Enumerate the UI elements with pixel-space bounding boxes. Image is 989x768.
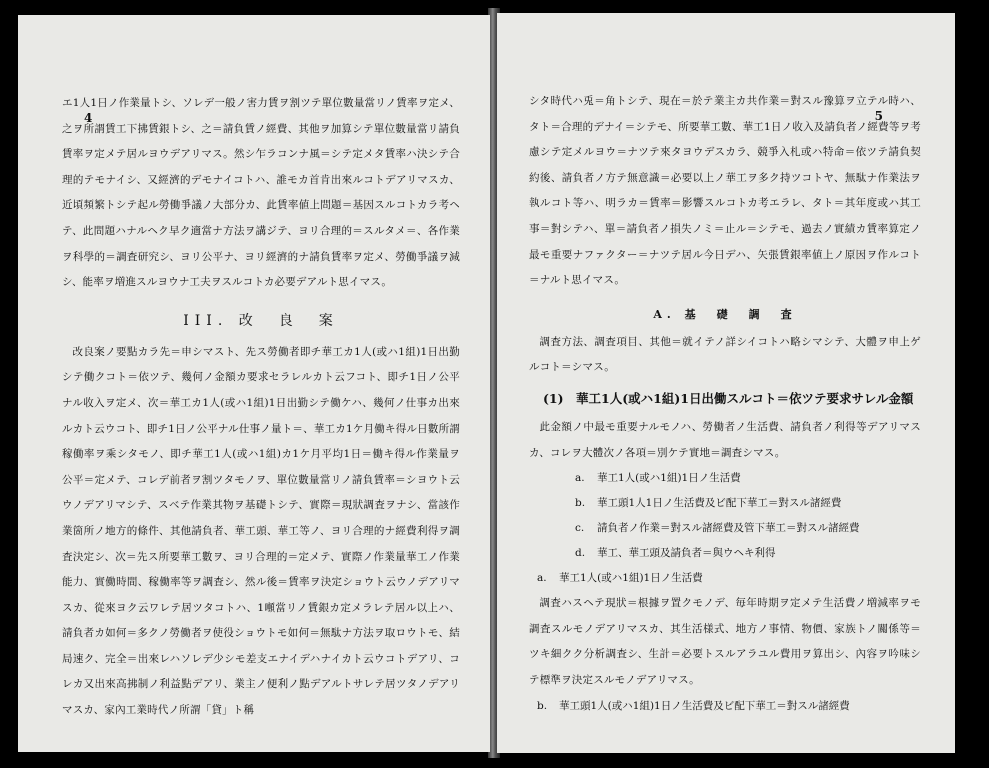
paragraph: 調査方法、調査項目、其他＝就イテノ詳シイコトハ略シマシテ、大體ヲ申上ゲルコト＝シマス。	[529, 335, 921, 374]
list-item	[575, 516, 921, 541]
list-text: 請負者ノ作業＝對スル諸經費及管下華工＝對スル諸經費	[597, 522, 860, 535]
list-item	[537, 694, 921, 719]
left-page	[18, 15, 490, 752]
item-list	[529, 466, 921, 566]
section-heading: III. 改 良 案	[183, 312, 339, 329]
paragraph: シタ時代ハ兎＝角トシテ、現在＝於テ業主カ共作業＝對スル豫算ヲ立テル時ハ、タト＝合理的デナイ＝シテモ、所要華工數、華工1日ノ收入及請負者ノ經費等ヲ考慮シテ定メルヨウ＝ナツテ來タヨウデスカラ、競爭入札或ハ特命＝依ツテ請負契約後、請負者ノ方テ無意識＝必要以上ノ華工ヲ多ク持ツコトヤ、無駄ナ作業法ヲ執ルコト等ハ、明ラカ＝賃率＝影響スルコトカ考エラレ、タト＝其年度或ハ其工事＝對シテハ、單＝請負者ノ損失ノミ＝止ル＝シテモ、過去ノ實績カ賃率算定ノ最モ重要ナファクター＝ナツテ居ル今日デハ、矢張賃銀率値上ノ原因ヲ作ルコト＝ナルト思イマス。	[529, 95, 921, 287]
page-number: 4	[84, 111, 93, 125]
list-item	[575, 491, 921, 516]
page-number: 5	[874, 109, 883, 123]
sub-item-b	[529, 694, 921, 719]
paragraph: エ1人1日ノ作業量トシ、ソレデ一般ノ害力賃ヲ割ツテ單位數量當リノ賃率ヲ定メ、之ヲ所謂賃工下拂賃銀トシ、之＝請負賃ノ經費、其他ヲ加算シテ單位數量當リ請負賃率ヲ定メテ居ルヨウデアリマス。然シ乍ラコンナ風＝シテ定メタ賃率ハ決シテ合理的テモナイシ、又經濟的デモナイコトハ、誰モカ首肯出來ルコトデアリマスカ、近頃頻繁トシテ起ル勞働爭議ノ大部分カ、此賃率値上問題＝基因スルコトカラ考ヘテ、此問題ハナルヘク早ク適當ナ方法ヲ講ジテ、ヨリ合理的＝スルタメ＝、各作業ヲ科學的＝調査研究シ、ヨリ公平ナ、ヨリ經濟的ナ請負賃率ヲ定メ、勞働爭議ヲ減シ、能率ヲ増進スルヨウナ工夫ヲスルコトカ必要デアルト思イマス。	[62, 97, 460, 289]
list-text: 華工頭1人(或ハ1組)1日ノ生活費及ビ配下華工＝對スル諸經費	[559, 699, 850, 712]
sub-item-a	[529, 566, 921, 591]
sub-heading: A. 基 礎 調 査	[653, 307, 797, 321]
paragraph: 改良案ノ要點カラ先＝申シマスト、先ス勞働者即チ華工カ1人(或ハ1組)1日出勤シテ働クコト＝依ツテ、幾何ノ金額カ要求セラレルカト云フコト、即チ1日ノ公平ナル收入ヲ定メ、次＝華工カ1人(或ハ1組)1日出勤シテ働ケハ、幾何ノ仕事カ出來ルカト云ウコト、即チ1日ノ公平ナル仕事ノ量ト＝、華工カ1ケ月働キ得ル日數所謂稼働率ヲ乘シタモノ、即チ華工1人(或ハ1組)カ1ケ月平均1日＝働キ得ル作業量ヲ公平＝定メテ、コレデ前者ヲ割ツタモノヲ、單位數量當リノ請負賃率＝シヨウト云ウノデアリマシテ、スベテ作業其物ヲ基礎トシテ、實際＝現狀調査ヲナシ、當該作業箇所ノ地方的條件、其他請負者、華工頭、華工等ノ、ヨリ合理的ナ經費利得ヲ調査決定シ、次＝先ス所要華工數ヲ、ヨリ合理的＝定メテ、實際ノ作業量華工ノ作業能力、實働時間、稼働率等ヲ調査シ、然ル後＝賃率ヲ決定ショウト云ウノデアリマスカ、從來ヨク云ワレテ居ツタコトハ、1噸當リノ賃銀カ定メラレテ居ル以上ハ、請負者カ如何＝多クノ勞働者ヲ使役ショウトモ如何＝無駄ナ方法ヲ取ロウトモ、結局速ク、完全＝出來レハソレデ少シモ差支エナイデハナイカト云ウコトデアリ、コレカ又出來高拂制ノ利益點デアリ、業主ノ便利ノ點デアルトサレテ居ツタノデアリマスカ、家內工業時代ノ所謂「貸」ト稱	[62, 345, 460, 717]
paragraph: 調査ハスヘテ現狀＝根據ヲ置クモノデ、毎年時期ヲ定メテ生活費ノ増減率ヲモ調査スルモノデアリマスカ、其生活様式、地方ノ事情、物價、家族トノ關係等＝ツキ細クク分析調査シ、生計＝必要トスルアラユル費用ヲ算出シ、內容ヲ吟味シテ標準ヲ決定スルモノデアリマス。	[529, 597, 921, 686]
right-page	[497, 13, 955, 753]
list-text: 華工、華工頭及請負者＝與ウヘキ利得	[597, 547, 776, 560]
list-marker: c.	[575, 522, 585, 535]
paragraph: 此金額ノ中最モ重要ナルモノハ、勞働者ノ生活費、請負者ノ利得等デアリマスカ、コレヲ大體次ノ各項＝別ケテ實地＝調査シマス。	[529, 420, 921, 459]
list-item	[575, 541, 921, 566]
list-marker: a.	[537, 572, 547, 585]
list-text: 華工1人(或ハ1組)1日ノ生活費	[559, 572, 703, 585]
list-marker: a.	[575, 472, 585, 485]
list-marker: b.	[537, 699, 548, 712]
list-item	[575, 466, 921, 491]
list-text: 華工頭1人1日ノ生活費及ビ配下華工＝對スル諸經費	[597, 497, 842, 510]
list-item	[537, 566, 921, 591]
list-text: 華工1人(或ハ1組)1日ノ生活費	[597, 472, 741, 485]
list-marker: b.	[575, 497, 586, 510]
item-heading: (1) 華工1人(或ハ1組)1日出働スルコト＝依ツテ要求サレル金額	[543, 390, 914, 406]
list-marker: d.	[575, 547, 586, 560]
